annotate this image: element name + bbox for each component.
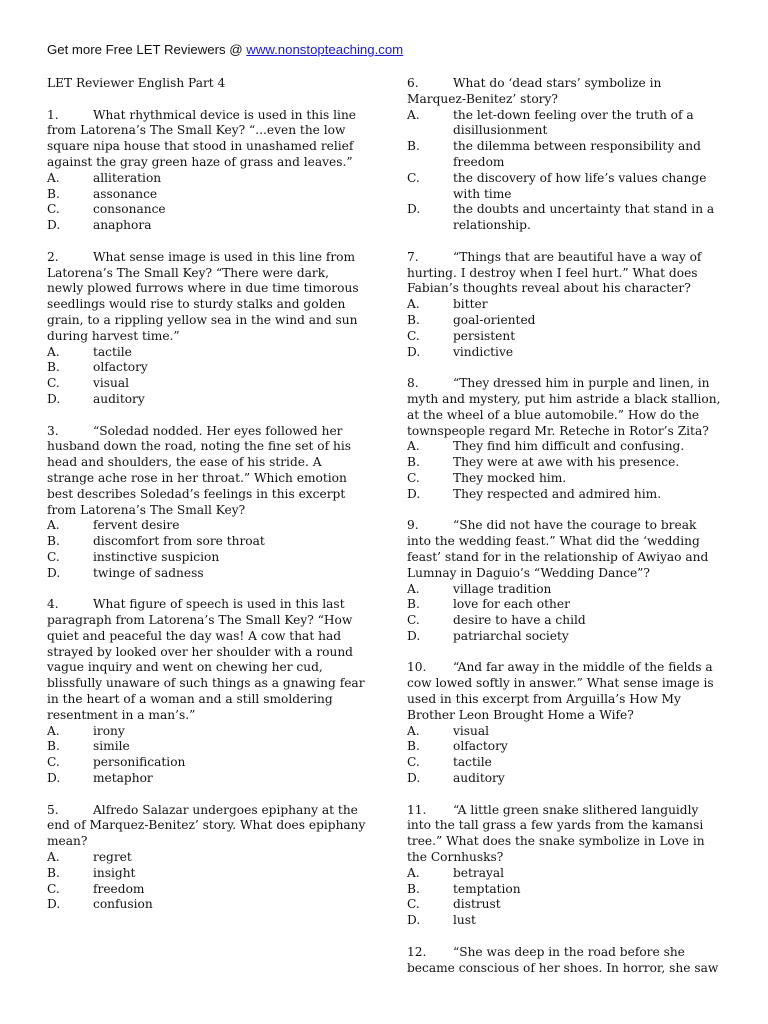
option-text: betrayal [453, 865, 505, 880]
option-text: They find him difficult and confusing. [453, 439, 685, 454]
option-text: tactile [93, 344, 132, 359]
question-9 [407, 518, 721, 644]
option-letter: A. [407, 723, 420, 738]
question-6 [407, 76, 721, 234]
question-stem [407, 76, 721, 108]
answer-option [47, 550, 367, 566]
document-title: LET Reviewer English Part 4 [47, 76, 226, 90]
answer-option [407, 597, 721, 613]
question-text: “She did not have the courage to break into the wedding feast.” What did the ‘wedding feast’ stand for in the relationship of Awiyao and Lumnay in Daguio’s “Wedding Dance”? [407, 518, 709, 580]
option-letter: D. [407, 913, 421, 928]
right-column [407, 76, 721, 992]
question-stem [407, 518, 721, 581]
option-text: assonance [93, 186, 158, 201]
answer-option [47, 376, 367, 392]
question-text: Alfredo Salazar undergoes epiphany at the end of Marquez-Benitez’ story. What does epiphany mean? [47, 802, 366, 849]
option-letter: B. [47, 534, 60, 549]
option-text: They mocked him. [453, 470, 567, 485]
question-number: 8. [407, 376, 419, 391]
question-stem [407, 660, 721, 723]
option-letter: D. [407, 771, 421, 786]
question-text: “And far away in the middle of the fields a cow lowed softly in answer.” What sense image is used in this excerpt from Arguilla’s How My Brother Leon Brought Home a Wife? [407, 660, 714, 722]
option-letter: B. [47, 865, 60, 880]
option-text: vindictive [453, 344, 514, 359]
answer-option [407, 866, 721, 882]
answer-option [47, 360, 367, 376]
answer-option [47, 534, 367, 550]
option-letter: D. [407, 486, 421, 501]
option-text: visual [453, 723, 490, 738]
answer-option [407, 439, 721, 455]
option-letter: C. [407, 755, 420, 770]
option-letter: A. [47, 170, 60, 185]
option-letter: D. [407, 202, 421, 217]
question-text: What sense image is used in this line from Latorena’s The Small Key? “There were dark, newly plowed furrows where in due time timorous seedlings would rise to sturdy stalks and golden grain, to a rippling yellow sea in the wind and sun during harvest time.” [47, 249, 359, 343]
option-text: tactile [453, 755, 492, 770]
option-letter: B. [407, 455, 420, 470]
option-letter: C. [407, 328, 420, 343]
answer-option [47, 202, 367, 218]
answer-option [407, 171, 721, 203]
option-text: the let-down feeling over the truth of a disillusionment [453, 107, 694, 138]
question-text: What figure of speech is used in this last paragraph from Latorena’s The Small Key? “How quiet and peaceful the day was! A cow that had strayed by looked over her shoulder with a round vague inquiry and went on chewing her cud, blissfully unaware of such things as a gnawing fear in the heart of a woman and a still smoldering resentment in a man’s.” [47, 597, 365, 722]
answer-option [407, 345, 721, 361]
option-letter: B. [407, 312, 420, 327]
answer-option [47, 771, 367, 787]
question-stem [47, 250, 367, 345]
answer-option [47, 850, 367, 866]
question-text: What rhythmical device is used in this line from Latorena’s The Small Key? “...even the low square nipa house that stood in unashamed relief against the gray green haze of grass and leaves.” [47, 107, 357, 169]
option-text: the dilemma between responsibility and freedom [453, 139, 701, 169]
answer-option [407, 771, 721, 787]
option-letter: C. [47, 376, 60, 391]
question-stem [47, 108, 367, 171]
option-letter: A. [47, 344, 60, 359]
answer-option [47, 739, 367, 755]
question-1 [47, 108, 367, 234]
option-text: lust [453, 913, 476, 928]
option-letter: C. [407, 470, 420, 485]
option-text: auditory [453, 771, 505, 786]
option-letter: B. [47, 360, 60, 375]
question-5 [47, 803, 367, 914]
answer-option [407, 582, 721, 598]
option-text: persistent [453, 328, 516, 343]
option-text: auditory [93, 391, 145, 406]
option-letter: D. [47, 565, 61, 580]
answer-option [407, 313, 721, 329]
answer-option [407, 329, 721, 345]
option-text: goal-oriented [453, 312, 536, 327]
option-text: They were at awe with his presence. [453, 455, 680, 470]
option-letter: C. [47, 755, 60, 770]
option-text: metaphor [93, 771, 153, 786]
option-letter: A. [47, 723, 60, 738]
option-text: distrust [453, 897, 501, 912]
option-letter: A. [47, 518, 60, 533]
question-number: 11. [407, 802, 427, 817]
question-text: What do ‘dead stars’ symbolize in Marquez-Benitez’ story? [407, 76, 662, 106]
question-8 [407, 376, 721, 502]
question-4 [47, 597, 367, 787]
answer-option [407, 882, 721, 898]
answer-option [47, 866, 367, 882]
question-number: 10. [407, 660, 427, 675]
answer-option [47, 345, 367, 361]
option-letter: B. [407, 597, 420, 612]
answer-option [407, 739, 721, 755]
option-text: olfactory [93, 360, 148, 375]
answer-option [407, 471, 721, 487]
option-text: the doubts and uncertainty that stand in a relationship. [453, 202, 715, 233]
option-letter: D. [47, 218, 61, 233]
answer-option [47, 882, 367, 898]
answer-option [407, 108, 721, 140]
question-3 [47, 424, 367, 582]
option-text: olfactory [453, 739, 508, 754]
option-text: discomfort from sore throat [93, 534, 265, 549]
question-number: 6. [407, 76, 419, 90]
question-stem [407, 376, 721, 439]
question-stem [47, 803, 367, 850]
option-text: insight [93, 865, 136, 880]
option-letter: D. [407, 628, 421, 643]
website-link[interactable]: www.nonstopteaching.com [246, 42, 404, 57]
option-text: the discovery of how life’s values change with time [453, 170, 707, 201]
answer-option [407, 755, 721, 771]
option-letter: B. [407, 139, 420, 154]
question-text: “They dressed him in purple and linen, in myth and mystery, put him astride a black stallion, at the wheel of a blue automobile.” How do the townspeople regard Mr. Reteche in Rotor’s Zita? [407, 376, 721, 438]
option-letter: A. [407, 865, 420, 880]
answer-option [47, 392, 367, 408]
answer-option [407, 297, 721, 313]
option-text: personification [93, 755, 186, 770]
option-letter: A. [407, 439, 420, 454]
question-number: 3. [47, 423, 59, 438]
answer-option [407, 202, 721, 234]
answer-option [407, 913, 721, 929]
answer-option [47, 171, 367, 187]
answer-option [407, 487, 721, 503]
option-text: bitter [453, 297, 488, 312]
option-text: village tradition [453, 581, 552, 596]
question-7 [407, 250, 721, 361]
answer-option [47, 724, 367, 740]
option-text: irony [93, 723, 125, 738]
answer-option [47, 897, 367, 913]
question-stem [47, 597, 367, 723]
answer-option [407, 455, 721, 471]
question-11 [407, 803, 721, 929]
option-letter: B. [407, 881, 420, 896]
left-column [47, 76, 367, 929]
question-number: 5. [47, 802, 59, 817]
question-stem [407, 250, 721, 297]
option-letter: C. [47, 549, 60, 564]
option-letter: A. [407, 581, 420, 596]
answer-option [47, 187, 367, 203]
question-2 [47, 250, 367, 408]
option-text: regret [93, 850, 132, 865]
option-text: anaphora [93, 218, 152, 233]
option-letter: D. [47, 897, 61, 912]
option-letter: D. [407, 344, 421, 359]
option-letter: B. [47, 739, 60, 754]
page-header [47, 42, 403, 57]
option-text: visual [93, 376, 130, 391]
option-text: alliteration [93, 170, 162, 185]
option-text: consonance [93, 202, 166, 217]
option-text: freedom [93, 881, 145, 896]
option-letter: D. [47, 771, 61, 786]
question-text: “Soledad nodded. Her eyes followed her husband down the road, noting the fine set of his head and shoulders, the ease of his stride. A strange ache rose in her throat.” Which emotion best describes Soledad’s feelings in this excerpt from Latorena’s The Small Key? [47, 423, 352, 517]
option-text: desire to have a child [453, 613, 586, 628]
question-stem [47, 424, 367, 519]
question-number: 1. [47, 107, 59, 122]
header-text: Get more Free LET Reviewers @ [47, 42, 247, 57]
question-number: 9. [407, 518, 419, 533]
answer-option [47, 218, 367, 234]
option-letter: C. [407, 897, 420, 912]
option-letter: B. [407, 739, 420, 754]
option-text: instinctive suspicion [93, 549, 220, 564]
option-text: twinge of sadness [93, 565, 204, 580]
answer-option [47, 566, 367, 582]
question-text: “Things that are beautiful have a way of hurting. I destroy when I feel hurt.” What does Fabian’s thoughts reveal about his character? [407, 249, 702, 296]
question-stem [407, 803, 721, 866]
question-number: 4. [47, 597, 59, 612]
answer-option [47, 755, 367, 771]
answer-option [407, 897, 721, 913]
option-text: temptation [453, 881, 521, 896]
option-letter: A. [47, 850, 60, 865]
option-text: They respected and admired him. [453, 486, 662, 501]
option-letter: D. [47, 391, 61, 406]
option-letter: C. [407, 170, 420, 185]
question-text: “A little green snake slithered languidly into the tall grass a few yards from the kamansi tree.” What does the snake symbolize in Love in the Cornhusks? [407, 802, 705, 865]
question-text: “She was deep in the road before she became conscious of her shoes. In horror, she saw [407, 944, 719, 975]
question-stem [407, 945, 721, 977]
option-text: confusion [93, 897, 153, 912]
option-letter: C. [407, 613, 420, 628]
answer-option [407, 629, 721, 645]
option-letter: C. [47, 202, 60, 217]
option-text: simile [93, 739, 130, 754]
answer-option [47, 518, 367, 534]
option-text: patriarchal society [453, 628, 569, 643]
option-text: fervent desire [93, 518, 180, 533]
option-letter: A. [407, 107, 420, 122]
option-letter: A. [407, 297, 420, 312]
answer-option [407, 724, 721, 740]
option-letter: C. [47, 881, 60, 896]
option-text: love for each other [453, 597, 570, 612]
answer-option [407, 613, 721, 629]
question-number: 7. [407, 249, 419, 264]
question-12 [407, 945, 721, 977]
option-letter: B. [47, 186, 60, 201]
question-number: 12. [407, 944, 427, 959]
question-10 [407, 660, 721, 786]
question-number: 2. [47, 249, 59, 264]
answer-option [407, 139, 721, 171]
